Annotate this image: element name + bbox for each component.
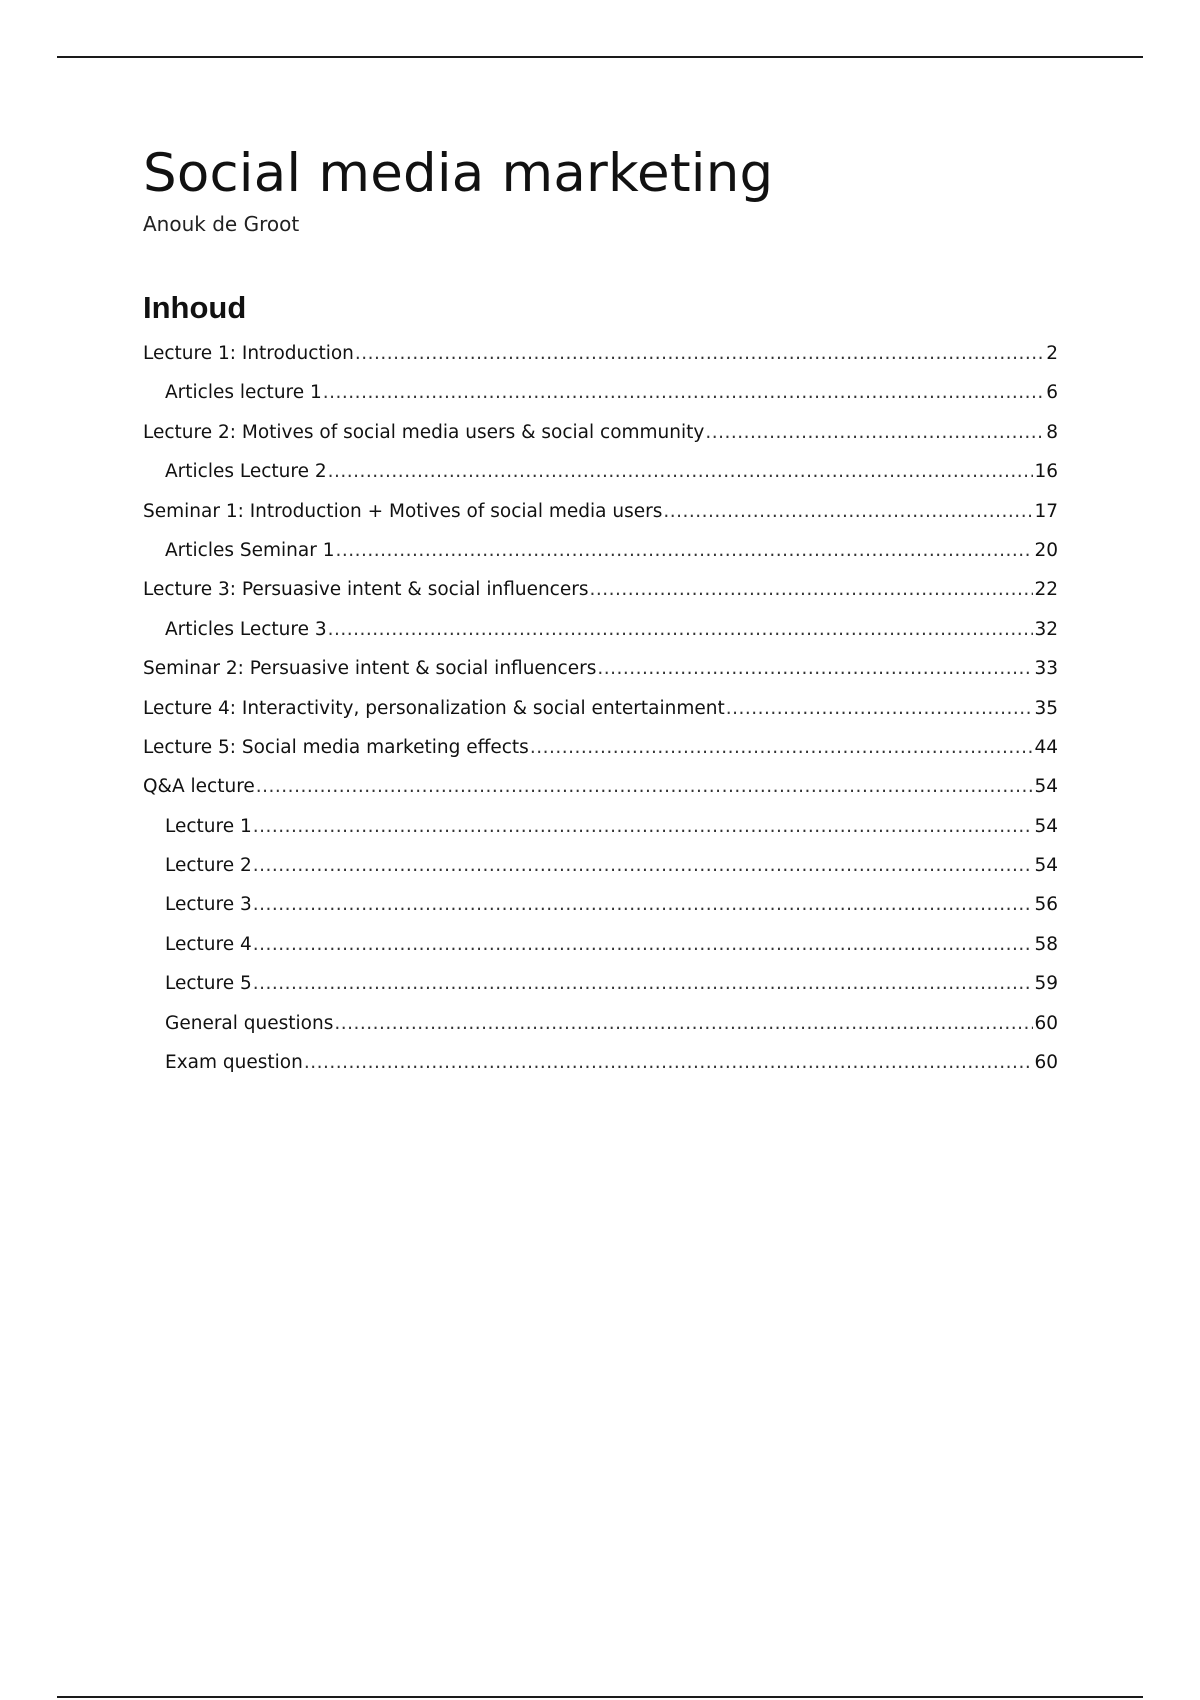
toc-entry-label: Seminar 2: Persuasive intent & social influencers — [143, 658, 597, 680]
toc-entry-page: 17 — [1034, 500, 1058, 522]
toc-leader-dots — [328, 452, 1034, 491]
toc-entry-page: 32 — [1034, 618, 1058, 640]
toc-leader-dots — [597, 649, 1033, 688]
toc-leader-dots — [253, 885, 1034, 924]
toc-entry[interactable] — [143, 610, 1058, 649]
document-title: Social media marketing — [143, 143, 774, 204]
toc-entry[interactable] — [143, 767, 1058, 806]
toc-entry-label: Lecture 5 — [165, 973, 252, 995]
toc-entry-page: 2 — [1046, 343, 1058, 364]
toc-entry[interactable] — [143, 649, 1058, 688]
toc-entry-label: Lecture 4 — [165, 933, 252, 955]
toc-leader-dots — [256, 767, 1034, 806]
toc-leader-dots — [335, 531, 1033, 570]
toc-leader-dots — [705, 413, 1045, 452]
toc-entry-label: Lecture 3 — [165, 894, 252, 916]
toc-entry[interactable] — [143, 1043, 1058, 1082]
toc-leader-dots — [328, 610, 1034, 649]
toc-entry-label: Lecture 4: Interactivity, personalization & social entertainment — [143, 697, 725, 719]
toc-entry-label: Articles Lecture 2 — [165, 461, 327, 483]
toc-entry-label: Exam question — [165, 1052, 303, 1074]
toc-entry-label: Articles lecture 1 — [165, 382, 322, 404]
toc-leader-dots — [355, 334, 1045, 373]
toc-entry-page: 33 — [1034, 658, 1058, 680]
toc-entry-label: General questions — [165, 1012, 334, 1034]
toc-heading: Inhoud — [143, 290, 247, 325]
toc-entry-label: Lecture 3: Persuasive intent & social influencers — [143, 579, 589, 601]
toc-leader-dots — [253, 807, 1034, 846]
toc-entry-label: Lecture 5: Social media marketing effects — [143, 736, 529, 758]
toc-entry[interactable] — [143, 1004, 1058, 1043]
toc-entry-page: 44 — [1034, 736, 1058, 758]
toc-entry-label: Articles Lecture 3 — [165, 618, 327, 640]
toc-leader-dots — [253, 925, 1034, 964]
footer-rule — [57, 1696, 1143, 1698]
toc-leader-dots — [589, 570, 1033, 609]
toc-entry[interactable] — [143, 531, 1058, 570]
toc-leader-dots — [334, 1004, 1033, 1043]
toc-entry[interactable] — [143, 925, 1058, 964]
toc-entry-label: Articles Seminar 1 — [165, 539, 335, 561]
toc-entry-page: 35 — [1034, 697, 1058, 719]
toc-entry[interactable] — [143, 334, 1058, 373]
page-content — [143, 138, 1058, 1082]
toc-entry[interactable] — [143, 807, 1058, 846]
toc-entry-label: Lecture 1 — [165, 815, 252, 837]
toc-entry-page: 59 — [1034, 973, 1058, 995]
toc-leader-dots — [304, 1043, 1034, 1082]
toc-entry-label: Seminar 1: Introduction + Motives of social media users — [143, 500, 663, 522]
table-of-contents — [143, 334, 1058, 1082]
toc-entry[interactable] — [143, 885, 1058, 924]
toc-entry-page: 60 — [1034, 1052, 1058, 1074]
toc-entry-page: 58 — [1034, 933, 1058, 955]
toc-leader-dots — [253, 846, 1034, 885]
toc-entry-label: Q&A lecture — [143, 776, 255, 798]
toc-leader-dots — [726, 689, 1034, 728]
toc-leader-dots — [530, 728, 1034, 767]
toc-entry-label: Lecture 1: Introduction — [143, 343, 354, 364]
toc-entry-label: Lecture 2: Motives of social media users & social community — [143, 421, 705, 443]
toc-entry[interactable] — [143, 373, 1058, 412]
header-rule — [57, 56, 1143, 58]
toc-entry[interactable] — [143, 964, 1058, 1003]
toc-entry[interactable] — [143, 413, 1058, 452]
toc-entry-page: 54 — [1034, 855, 1058, 877]
toc-entry-page: 20 — [1034, 539, 1058, 561]
toc-entry[interactable] — [143, 728, 1058, 767]
document-author: Anouk de Groot — [143, 212, 300, 236]
toc-entry-page: 56 — [1034, 894, 1058, 916]
toc-entry[interactable] — [143, 492, 1058, 531]
toc-entry-page: 8 — [1046, 421, 1058, 443]
toc-entry-page: 54 — [1034, 815, 1058, 837]
toc-entry-label: Lecture 2 — [165, 855, 252, 877]
toc-entry-page: 22 — [1034, 579, 1058, 601]
toc-entry-page: 6 — [1046, 382, 1058, 404]
toc-leader-dots — [323, 373, 1045, 412]
toc-entry[interactable] — [143, 570, 1058, 609]
toc-entry-page: 54 — [1034, 776, 1058, 798]
toc-entry-page: 16 — [1034, 461, 1058, 483]
toc-entry[interactable] — [143, 452, 1058, 491]
toc-entry[interactable] — [143, 846, 1058, 885]
toc-leader-dots — [253, 964, 1034, 1003]
toc-entry[interactable] — [143, 689, 1058, 728]
toc-leader-dots — [663, 492, 1033, 531]
toc-entry-page: 60 — [1034, 1012, 1058, 1034]
